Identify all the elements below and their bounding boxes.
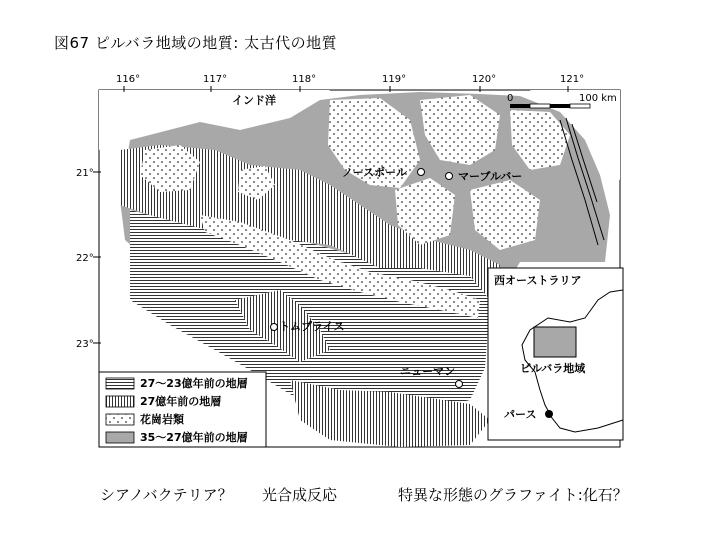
place-tom-price (271, 319, 345, 333)
legend-label: 27～23億年前の地層 (140, 377, 248, 390)
latitude-label: 23° (76, 339, 94, 350)
legend-swatch-gray (106, 432, 134, 443)
inset-title: 西オーストラリア (494, 274, 582, 287)
inset-map (488, 268, 623, 440)
legend-label: 花崗岩類 (140, 413, 184, 426)
legend-label: 35～27億年前の地層 (140, 431, 248, 444)
inset-perth-dot (545, 410, 553, 418)
longitude-label: 119° (382, 74, 407, 85)
place-label: ノースポール (342, 166, 407, 179)
legend-swatch-horizontal (106, 378, 134, 389)
inset-city-label: パース (504, 408, 537, 421)
caption-cyanobacteria: シアノバクテリア？ (100, 486, 233, 504)
inset-pilbara-box (534, 327, 576, 357)
slide-title: 図67 ピルバラ地域の地質: 太古代の地質 (54, 34, 338, 52)
caption-photosynthesis: 光合成反応 (262, 486, 338, 504)
longitude-label: 118° (292, 74, 317, 85)
longitude-label: 117° (203, 74, 228, 85)
place-label: ニューマン (400, 365, 455, 378)
caption-graphite: 特異な形態のグラファイト:化石？ (398, 486, 628, 504)
longitude-label: 120° (472, 74, 497, 85)
scale-start: 0 (507, 93, 514, 104)
legend-swatch-vertical (106, 396, 134, 407)
latitude-label: 22° (76, 253, 94, 264)
place-label: マーブルバー (458, 170, 523, 183)
ocean-label: インド洋 (232, 94, 276, 107)
place-label: トムプライス (279, 320, 345, 333)
longitude-label: 116° (116, 74, 141, 85)
legend-swatch-dots (106, 414, 134, 425)
scale-end: 100 km (579, 93, 617, 104)
legend (99, 372, 266, 447)
latitude-label: 21° (76, 168, 94, 179)
longitude-label: 121° (560, 74, 585, 85)
legend-label: 27億年前の地層 (140, 395, 222, 408)
inset-region-label: ピルバラ地域 (520, 362, 586, 375)
